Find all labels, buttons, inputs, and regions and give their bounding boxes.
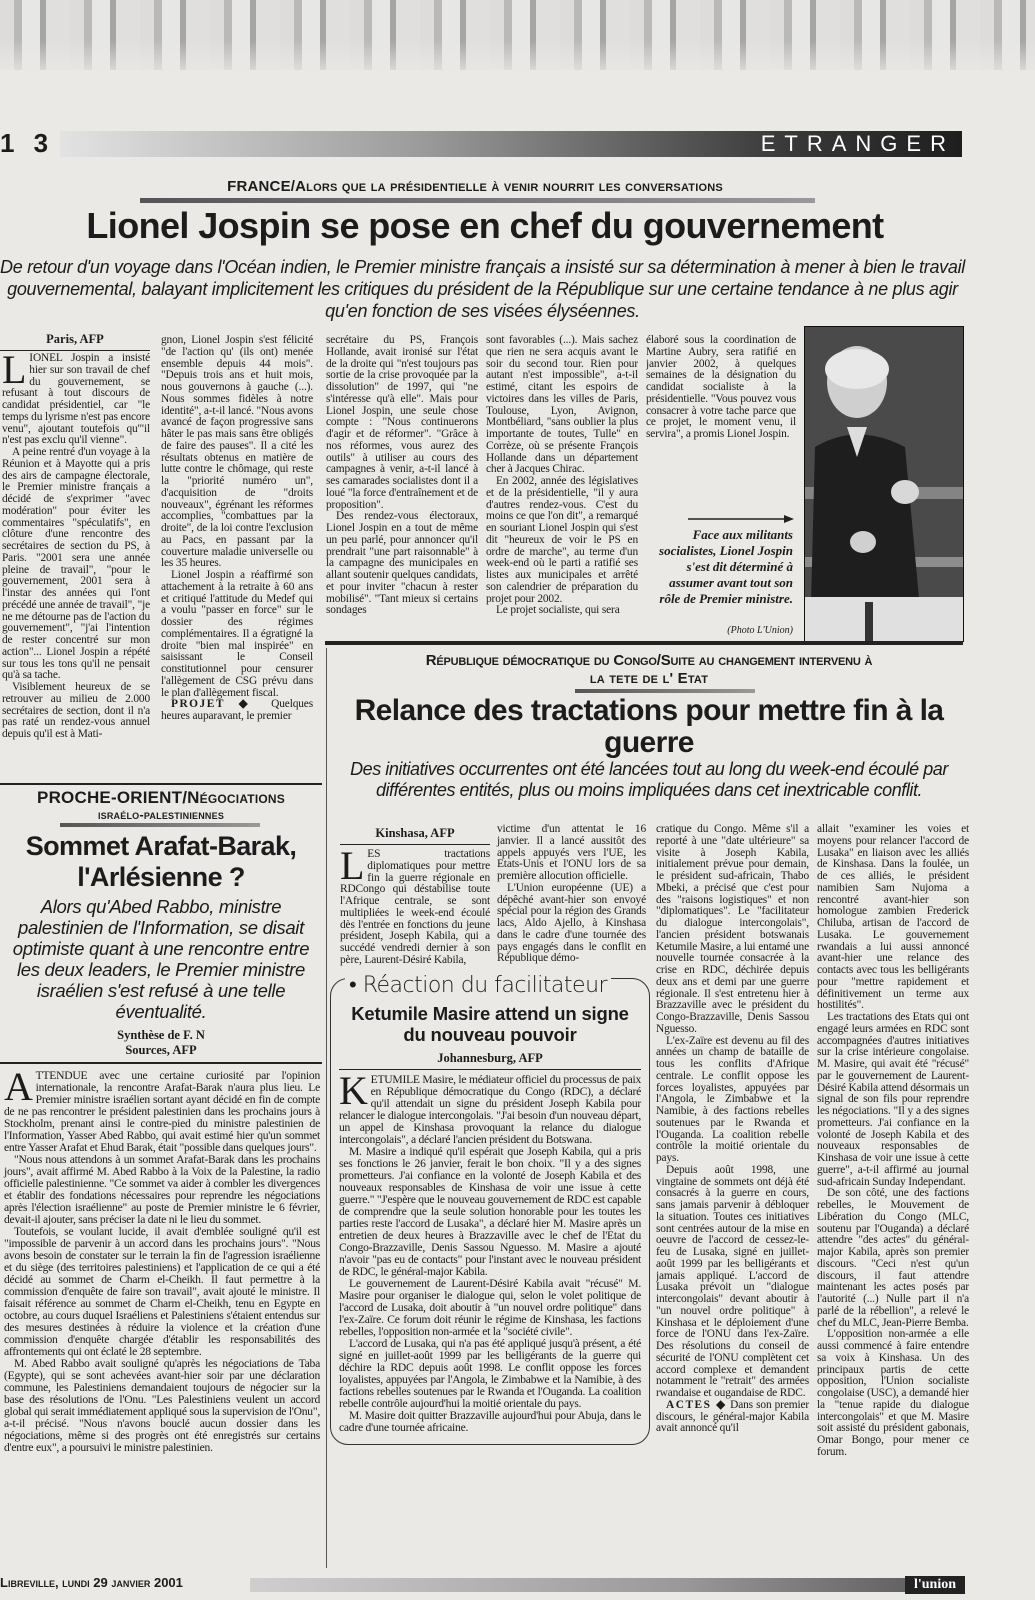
paragraph: L'Union européenne (UE) a dépêché avant-hier son envoyé spécial pour la région des Grands lacs, Aldo Ajello, à Kinshasa dans le cadre d'une tournée des pays engagés dans le conflit en République démo-: [497, 881, 646, 965]
paragraph-text: Dans son premier discours, le général-major Kabila avait annoncé qu'il: [656, 1398, 809, 1435]
jospin-kicker: FRANCE/Alors que la présidentielle à venir nourrit les conversations: [227, 178, 723, 195]
paragraph: A peine rentré d'un voyage à la Réunion et à Mayotte qui a pris des airs de campagne électorale, le Premier ministre français a décidé de s'exprimer "avec modération" pour éviter les commentaires "spéculatifs", en clôture d'une rencontre des secrétaires de section du PS, à Paris. "2001 sera une année pleine de travail", "pour le gouvernement, 2001 sera à l'instar des années qui l'ont précédé une année de travail", "je ne me détourne pas de l'action du gouvernement", "j'ai l'intention de rester concentré sur mon action"... Lionel Jospin a répété sur tous les tons qu'il ne pensait qu'à sa tache.: [2, 446, 150, 682]
paragraph-lead: PROJET ◆: [171, 698, 259, 711]
paragraph: Des rendez-vous électoraux, Lionel Jospin en a tout de même un peu parlé, pour annoncer qu'il prendrait "une part raisonnable" à la campagne des municipales en allant soutenir quelques candidats, et pour inviter "chacun à rester mobilisé". "Tant mieux si certains sondages: [326, 510, 478, 617]
jospin-deck: De retour d'un voyage dans l'Océan indien, le Premier ministre français a insisté sur sa détermination à mener à bien le travail gouvernemental, balayant implicitement les critiques du président de la République sur une certaine tendance à ne plus agir qu'en fonction de ses visées élyséennes.: [0, 257, 965, 321]
photo-caption: Face aux militants socialistes, Lionel Jospin s'est dit déterminé à assumer avant tout son rôle de Premier ministre.: [659, 527, 793, 606]
masthead-logo: l'union: [905, 1576, 965, 1594]
column-divider: [326, 648, 327, 1568]
paragraph: Visiblement heureux de se retrouver au milieu de 2.000 secrétaires de section, dont il n'a pas raté un rendez-vous annuel depuis qu'il est à Mati-: [2, 681, 150, 740]
paragraph-lead: ACTES ◆: [666, 1398, 727, 1411]
congo-header: [335, 652, 963, 801]
congo-kicker: République démocratique du Congo/Suite au changement intervenu à: [425, 652, 873, 669]
paragraph: [339, 1068, 641, 1146]
jospin-dateline: Paris, AFP: [0, 332, 150, 351]
paragraph-text: ES tractations diplomatiques pour mettre fin la guerre régionale en RDCongo qui déstabilise toute l'Afrique centrale, se sont multipliées le week-end écoulé dès l'entrée en fonctions du jeune président, Joseph Kabila, qui a succédé vendredi dernier à son père, Laurent-Désiré Kabila,: [340, 848, 490, 966]
paragraph: victime d'un attentat le 16 janvier. Il a lancé aussitôt des appels appuyés vers l'UE, les Etats-Unis et l'ONU lors de sa première allocution officielle.: [497, 823, 646, 882]
footer-dateline: Libreville, lundi 29 janvier 2001: [0, 1575, 183, 1590]
congo-kicker-2: la tete de l' Etat: [589, 670, 709, 687]
paragraph: Toutefois, se voulant lucide, il avait d'emblée souligné qu'il est "impossible de parvenir à un accord dans les prochains jours". "Nous avons besoin de constater sur le terrain la fin de l'agression israélienne et du siège (des territoires palestiniens) et l'application de ce qui a été décidé au sommet de Charm el-Cheikh. Il faut permettre à la commission d'enquête de faire son travail", avait ajouté le ministre. Il faisait référence au sommet de Charm el-Cheikh, tenu en Egypte en octobre, au cours duquel Israéliens et Palestiniens s'étaient entendus sur des mesures destinées à réduire la violence et la création d'une commission d'enquête chargée d'établir les responsabilités des affrontements qui ont éclaté le 28 septembre.: [4, 1224, 320, 1358]
sidebar-box: [330, 973, 650, 1445]
paragraph: M. Masire doit quitter Brazzaville aujourd'hui pour Abuja, dans le cadre d'une tournée africaine.: [339, 1409, 641, 1434]
proche-orient-kicker-2: israélo-palestiniennes: [97, 807, 225, 822]
footer-bar: [250, 1578, 962, 1592]
arrow-right-icon: [688, 514, 794, 524]
section-title: ETRANGER: [760, 131, 955, 156]
paragraph: gnon, Lionel Jospin s'est félicité "de l'action qu' (ils ont) menée ensemble depuis 44 mois". "Depuis trois ans et huit mois, nous gouvernons à gauche (...). Nous sommes fidèles à notre identité", a-t-il lancé. "Nous avons avancé de façon progressive sans hâter le pas mais sans être obligés de faire des pauses". Il a cité les résultats obtenus en matière de lutte contre le chômage, qui reste la "priorité numéro un", d'acquisition de "droits nouveaux", égrénant les réformes accomplies, "combattues par la droite", de la loi contre l'exclusion au Pacs, en passant par la couverture maladie universelle ou les 35 heures.: [161, 335, 313, 570]
jospin-column-5: [646, 335, 796, 505]
paragraph: [2, 353, 150, 447]
congo-headline: Relance des tractations pour mettre fin à la guerre: [354, 694, 944, 759]
congo-column-1: [340, 843, 490, 967]
paragraph-text: IONEL Jospin a insisté hier sur son travail de chef du gouvernement, se refusant à tout discours de candidat présidentiel, car "le temps du lyrisme n'est pas encore venu", ajoutant toutefois qu'"il n'est pas exclu qu'il vienne".: [2, 353, 150, 447]
sidebar-dateline: Johannesburg, AFP: [339, 1051, 641, 1070]
sidebar-label: Réaction du facilitateur: [362, 973, 608, 998]
paragraph: M. Abed Rabbo avait souligné qu'après les négociations de Taba (Egypte), qui se sont achevées avant-hier soir par une déclaration commune, les Palestiniens demandaient toujours de négocier sur la base des résolutions de l'Onu. "Les Palestiniens veulent un accord global qui serait immédiatement appliqué sous la supervision de l'Onu", a-t-il précisé. "Nous n'avons bouclé aucun dossier dans les négociations, même si des progrès ont été enregistrés sur certains d'entre eux", a poursuivi le ministre palestinien.: [4, 1356, 320, 1454]
drop-cap: A: [4, 1063, 33, 1109]
paragraph-text: TTENDUE avec une certaine curiosité par l'opinion internationale, la rencontre Arafat-Barak n'aura plus lieu. Le Premier ministre israélien sortant ayant décidé en fin de compte de ne pas rencontrer le président palestinien dans les prochains jours à Stockholm, prenant ainsi le contre-pied du ministre palestinien de l'Information, Yasser Abed Rabbo, qui avait estimé hier qu'un sommet entre Yasser Arafat et Ehud Barak, était "possible dans quelques jours".: [4, 1068, 320, 1154]
congo-column-4: [817, 824, 969, 1564]
congo-dateline: Kinshasa, AFP: [340, 826, 490, 845]
paragraph: M. Masire a indiqué qu'il espérait que Joseph Kabila, qui a pris ses fonctions le 26 janvier, ferait le bon choix. "Il y a des signes prometteurs. J'ai confiance en la volonté de Joseph Kabila et des nouveaux responsables de Kinshasa de voir une issue à cette guerre." "J'espère que le nouveau gouvernement de RDC est capable de comprendre que la seule solution honorable pour les toutes les parties reste l'accord de Lusaka", a déclaré hier M. Masire après un entretien de deux heures à Brazzaville avec le chef de l'Etat du Congo-Brazzaville, Denis Sassou Nguesso. M. Masire a ajouté n'avoir "pas eu de contacts" pour l'instant avec le nouveau président de RDC, le général-major Kabila.: [339, 1145, 641, 1278]
paragraph: "Nous nous attendons à un sommet Arafat-Barak dans les prochains jours", avait affirmé M. Abed Rabbo à la Voix de la Palestine, la radio officielle palestinienne. "Ce sommet va aider à combler les divergences et établir des fondations nécessaires pour reprendre les négociations après l'élection israélienne" au poste de Premier ministre le 6 février, devait-il ajouter, sans préciser la date ni le lieu du sommet.: [4, 1152, 320, 1226]
photo-credit: (Photo L'Union): [727, 625, 793, 636]
paragraph: [4, 1063, 320, 1154]
paragraph: Les tractations des Etats qui ont engagé leurs armées en RDC sont accompagnées d'autres initiatives sur la crise intérieure congolaise. M. Masire, qui avait été "récusé" par le gouvernement de Laurent-Désiré Kabila attend désormais un signal de son fils pour reprendre les négociations. "Il y a des signes prometteurs. J'ai confiance en la volonté de Joseph Kabila et des nouveaux responsables de Kinshasa de voir une issue à cette guerre", a-t-il affirmé au journal sud-africain Sunday Independant.: [817, 1011, 969, 1188]
drop-cap: L: [340, 843, 365, 888]
proche-orient-headline: Sommet Arafat-Barak, l'Arlésienne ?: [25, 831, 297, 892]
proche-orient-deck: Alors qu'Abed Rabbo, ministre palestinien de l'Information, se disait optimiste quant à une rencontre entre les deux leaders, le Premier ministre israélien s'est refusé à une telle éventualité.: [12, 896, 310, 1022]
paragraph: Depuis août 1998, une vingtaine de sommets ont déjà été consacrés à la guerre en cours, sans jamais parvenir à débloquer la situation. Toutes ces initiatives sont centrées autour de la mise en oeuvre de l'accord de cessez-le-feu de Lusaka, signé en juillet-août 1999 par les belligérants et jamais appliqué. L'accord de Lusaka prévoit un "dialogue intercongolais" devant aboutir à "un nouvel ordre politique" à Kinshasa et le déploiement d'une force de l'ONU dans l'ex-Zaïre. Des résolutions du conseil de sécurité de l'ONU complètent cet accord complexe et demandent notamment le "retrait" des armées rwandaise et ougandaise de RDC.: [656, 1163, 809, 1399]
paragraph: secrétaire du PS, François Hollande, avait ironisé sur l'état de la droite qui "n'est toujours pas sortie de la crise provoquée par la dissolution" de 1997, qui "ne s'intéresse qu'à elle". Mais pour Lionel Jospin, une seule chose compte : "Nous continuerons d'agir et de réformer". "Grâce à nos réformes, vous aurez des outils" à utiliser au cours des campagnes à venir, a-t-il lancé à ses camarades socialistes dont il a loué "la force d'entraînement et de proposition".: [326, 335, 478, 511]
paragraph-text: ETUMILE Masire, le médiateur officiel du processus de paix en République démocratique du Congo (RDC), a déclaré qu'il attendait un signe du président Joseph Kabila pour relancer le dialogue intercongolais. "J'ai besoin d'un nouveau départ, un appel de Kinshasa provoquant la relance du dialogue intercongolais", a déclaré l'ancien président du Botswana.: [339, 1073, 641, 1146]
paragraph-text: Quelques heures auparavant, le premier: [161, 698, 313, 722]
paragraph: De son côté, une des factions rebelles, le Mouvement de Libération du Congo (MLC, soutenu par l'Ouganda) a déclaré attendre "des actes" du général-major Kabila, après son premier discours. "Ceci n'est qu'un discours, il faut attendre maintenant les actes posés par l'autorité (...) Nulle part il n'a parlé de la rébellion", a relevé le chef du MLC, Jean-Pierre Bemba.: [817, 1187, 969, 1329]
paragraph: sont favorables (...). Mais sachez que rien ne sera acquis avant le soir du second tour. Rien pour autant n'est impossible", a-t-il estimé, citant les espoirs de victoires dans les villes de Paris, Toulouse, Lyon, Avignon, Montbéliard, "sans oublier la plus importante de toutes, Tulle" en Corrèze, où se présente François Hollande dans un département cher à Jacques Chirac.: [486, 335, 638, 476]
paragraph: allait "examiner les voies et moyens pour relancer l'accord de Lusaka" en liaison avec les alliés de Kinshasa. Dans la foulée, un de ces alliés, le président namibien Sam Nujoma a rencontré avant-hier son homologue zambien Frederick Chiluba, artisan de l'accord de Lusaka. Le gouvernement rwandais a lui aussi annoncé avant-hier une relance des contacts avec tous les belligérants pour "mettre rapidement et définitivement un terme aux hostilités".: [817, 824, 969, 1012]
proche-orient-article: [0, 788, 322, 1454]
sidebar-headline: Ketumile Masire attend un signe du nouveau pouvoir: [351, 1003, 629, 1045]
paragraph: L'opposition non-armée a elle aussi commencé à faire entendre sa voix à Kinshasa. Un des principaux partis de cette opposition, l'Union socialiste congolaise (USC), a demandé hier la "tenue rapide du dialogue intercongolais" et que M. Masire soit assisté du président gabonais, Omar Bongo, pour mener ce forum.: [817, 1328, 969, 1458]
jospin-headline: Lionel Jospin se pose en chef du gouvernement: [86, 205, 884, 246]
drop-cap: L: [2, 353, 27, 392]
paragraph: [161, 699, 313, 723]
section-divider: [325, 641, 963, 645]
congo-column-2: [497, 824, 646, 965]
paragraph: Le gouvernement de Laurent-Désiré Kabila avait "récusé" M. Masire pour organiser le dialogue qui, selon le volet politique de l'accord de Lusaka, doit aboutir à "un nouvel ordre politique" dans l'ex-Zaïre. Ce forum doit réunir le régime de Kinshasa, les factions rebelles, l'opposition non-armée et la "société civile".: [339, 1277, 641, 1338]
portrait-image: [805, 327, 963, 641]
jospin-column-4: [486, 335, 638, 635]
proche-orient-kicker: PROCHE-ORIENT/Négociations: [37, 788, 285, 807]
paragraph: En 2002, année des législatives et de la présidentielle, "il y aura d'autres rendez-vous. C'est du moins ce que l'on dit", a remarqué en souriant Lionel Jospin qui s'est dit "heureux de voir le PS en ordre de marche", au terme d'un week-end où le parti a ratifié ses listes aux municipales et arrêté son calendrier de préparation du projet pour 2002.: [486, 475, 638, 605]
congo-column-3: [656, 824, 809, 1564]
sidebar-body: [339, 1068, 641, 1434]
page-number: 1 3: [0, 128, 55, 158]
paragraph: cratique du Congo. Même s'il a reporté à une "date ultérieure" sa visite à Joseph Kabila, initialement prévue pour demain, le président sud-africain, Thabo Mbeki, a précisé que c'est pour des "raisons logistiques" et non "diplomatiques". Le "facilitateur du dialogue intercongolais", l'ancien président botswanais Ketumile Masire, a lui entamé une nouvelle tournée consacrée à la crise en RDC, déchirée depuis deux ans et demi par une guerre régionale. Il s'est entretenu hier à Brazzaville avec le président du Congo-Brazzaville, Denis Sassou Nguesso.: [656, 824, 809, 1035]
jospin-photo: [804, 326, 964, 642]
jospin-column-1: [2, 353, 150, 778]
paragraph: L'ex-Zaïre est devenu au fil des années un champ de bataille de tous les conflits d'Afrique centrale. Le conflit oppose les forces loyalistes, appuyées par l'Angola, le Zimbabwe et la Namibie, à des factions rebelles soutenues par le Rwanda et l'Ouganda. La coalition rebelle contrôle la moitié orientale du pays.: [656, 1034, 809, 1164]
byline-source: Sources, AFP: [125, 1043, 197, 1057]
sidebar-label-row: [345, 973, 611, 999]
kicker-underline: [140, 198, 815, 203]
jospin-column-2: [161, 335, 313, 780]
paragraph: Le projet socialiste, qui sera: [496, 604, 620, 617]
congo-deck: Des initiatives occurrentes ont été lancées tout au long du week-end écoulé par différentes entités, plus ou moins impliquées dans cet inextricable conflit.: [350, 759, 948, 800]
jospin-column-3: [326, 335, 478, 635]
congo-lead-column: [340, 826, 490, 967]
proche-orient-body: [4, 1063, 320, 1454]
byline: Synthèse de F. N: [117, 1028, 205, 1042]
paragraph: élaboré sous la coordination de Martine Aubry, sera ratifié en janvier 2002, à quelques semaines de la désignation du candidat socialiste à la présidentielle. "Vous pouvez vous consacrer à votre tache parce que ce projet, le moment venu, il servira", a promis Lionel Jospin.: [646, 335, 796, 440]
paragraph: Lionel Jospin a réaffirmé son attachement à la retraite à 60 ans et critiqué l'attitude du Medef qui a voulu "passer en force" sur le dossier des régimes complémentaires. Il a égratigné la droite "bien mal inspirée" en saisissant le Conseil constitutionnel pour censurer l'allègement de CSG prévu dans le plan d'allègement fiscal.: [161, 569, 313, 699]
drop-cap: K: [339, 1068, 368, 1113]
paragraph: [340, 843, 490, 967]
bullet-icon: •: [349, 973, 357, 998]
paragraph: [656, 1400, 809, 1435]
paragraph: L'accord de Lusaka, qui n'a pas été appliqué jusqu'à présent, a été signé en juillet-août 1999 par les belligérants de la guerre qui déchire la RDC depuis août 1998. Le conflit oppose les forces loyalistes, appuyées par l'Angola, le Zimbabwe et la Namibie, à des factions rebelles soutenues par le Rwanda et l'Ouganda. La coalition rebelle contrôle aujourd'hui la moitié orientale du pays.: [339, 1337, 641, 1410]
